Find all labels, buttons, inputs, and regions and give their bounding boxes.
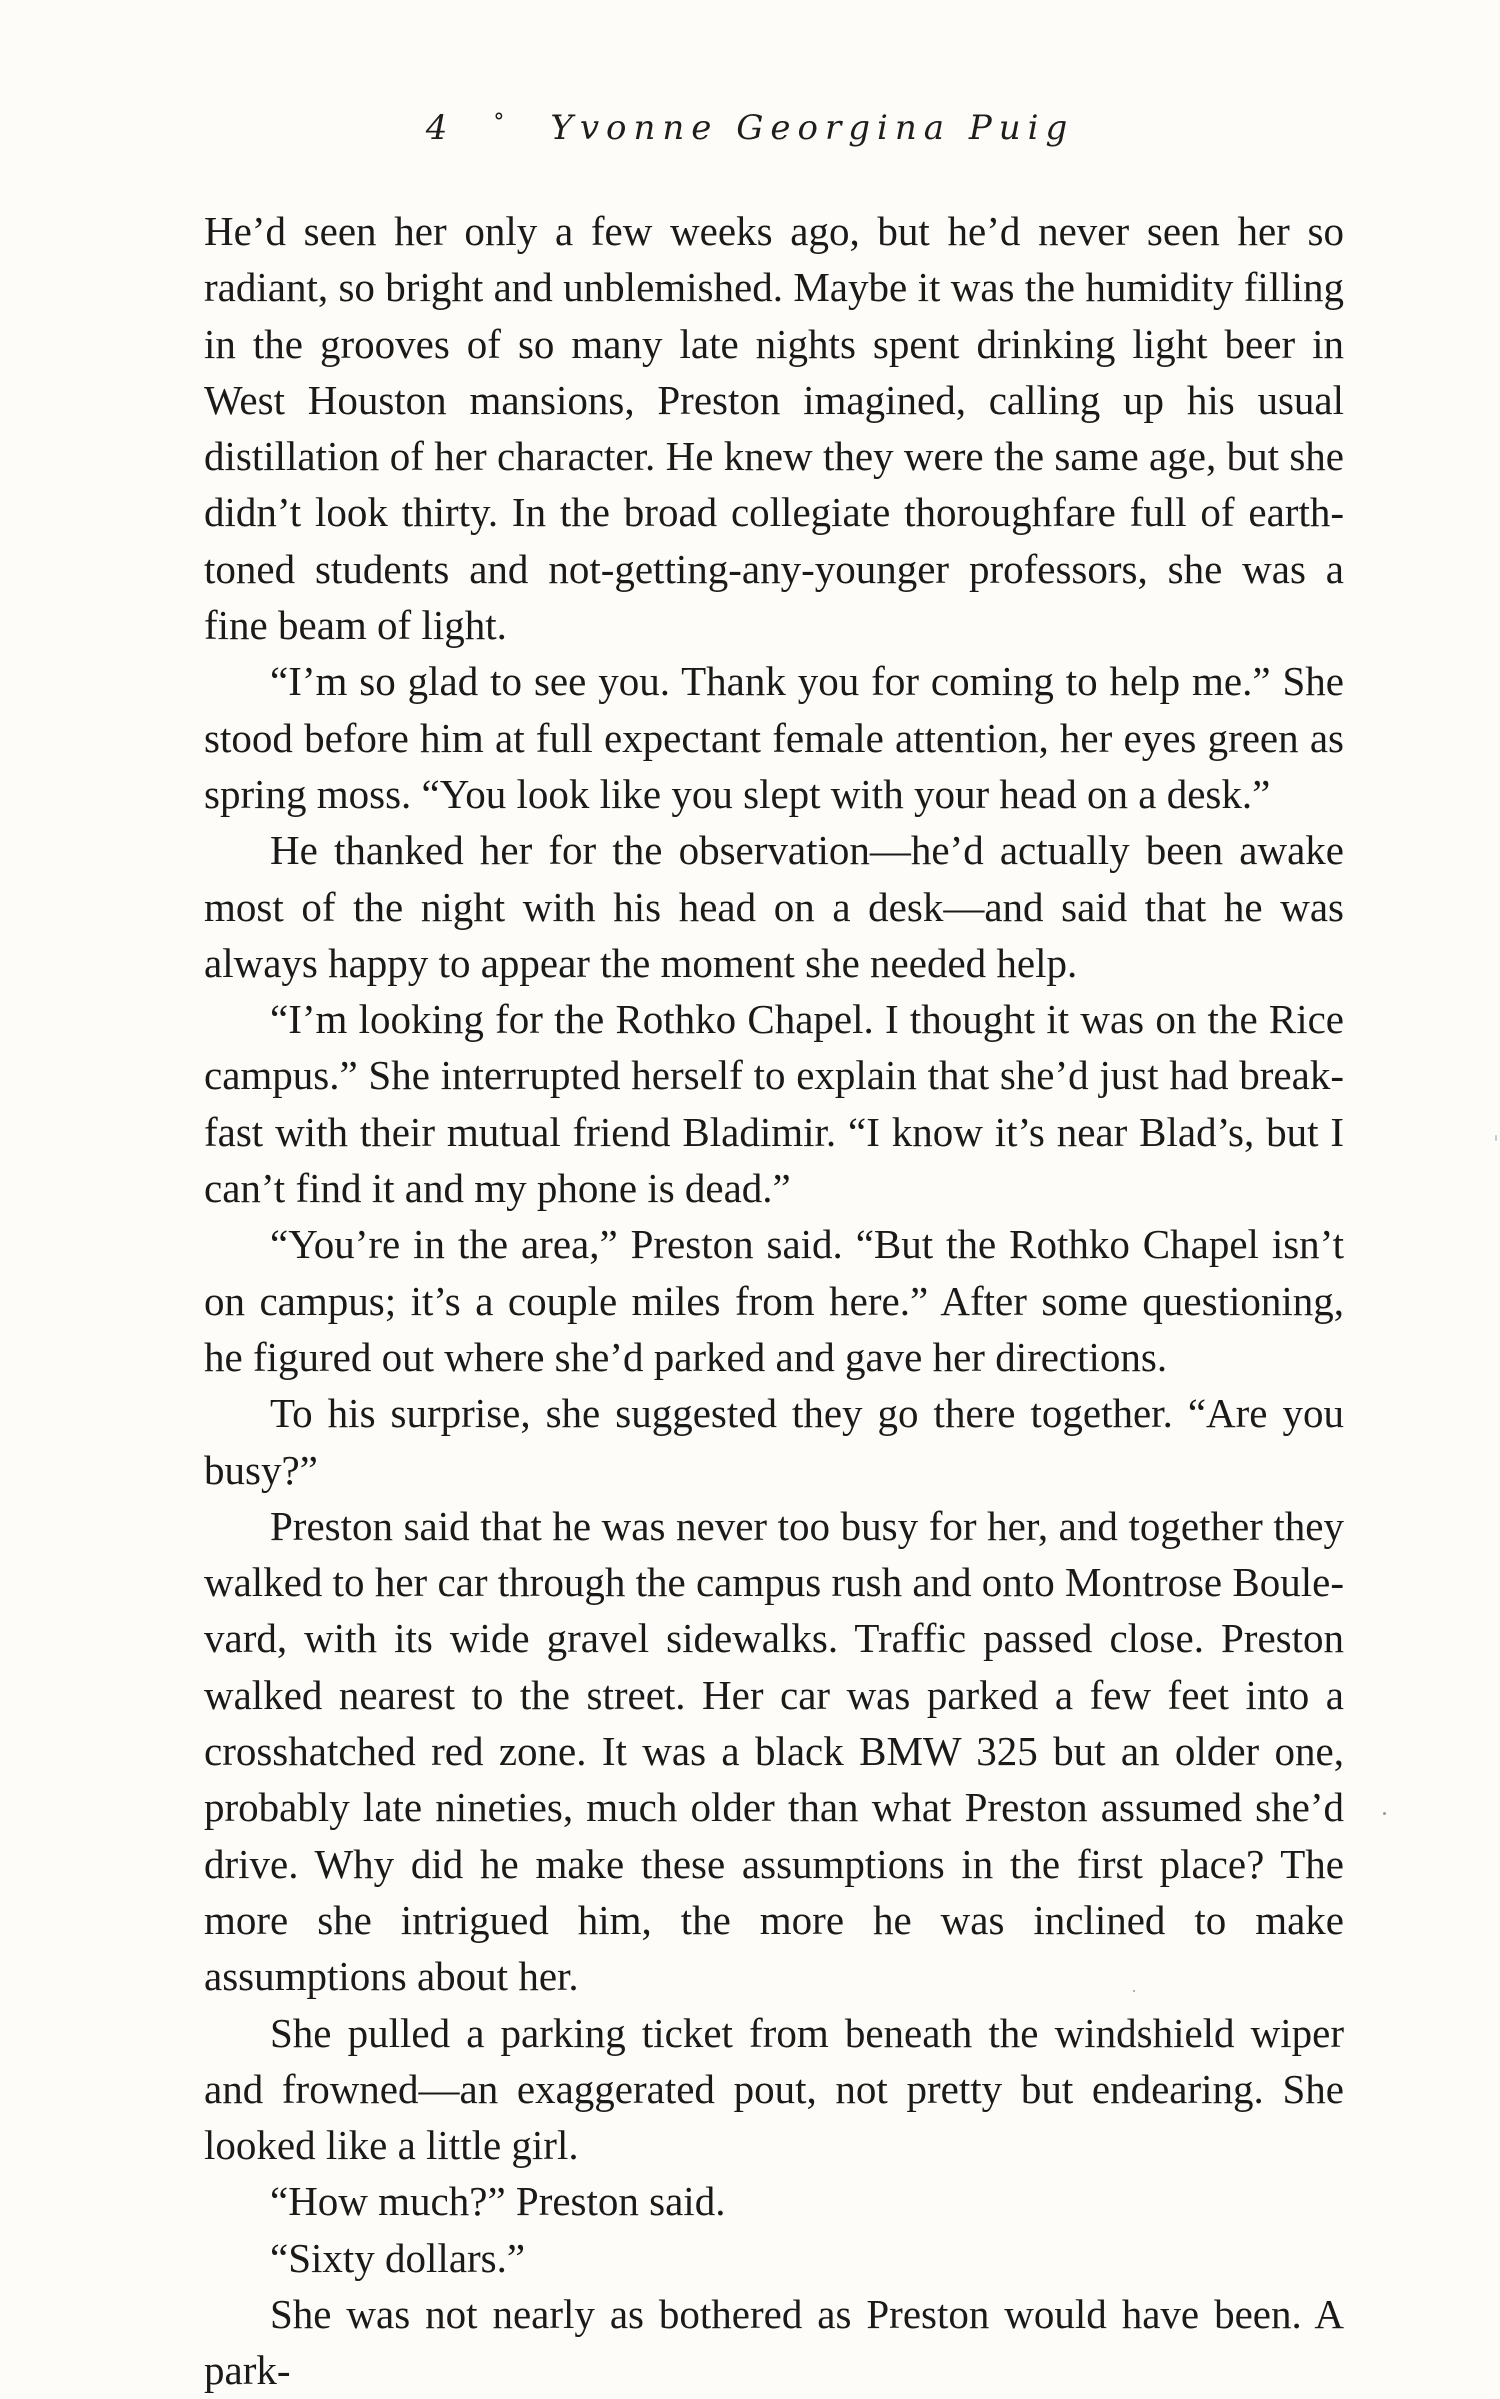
running-head xyxy=(0,108,1500,148)
paragraph: He thanked her for the observation—he’d actually been awake most of the night with his head on a desk—and said that he was always happy to appear the moment she needed help. xyxy=(204,827,1344,986)
page-number: 4 xyxy=(425,108,448,148)
header-separator: ° xyxy=(493,110,505,135)
scan-speck xyxy=(1383,1812,1386,1815)
body-text xyxy=(204,203,1344,2399)
paragraph: “You’re in the area,” Preston said. “But the Rothko Chapel isn’t on campus; it’s a couple miles from here.” After some questioning, he figured out where she’d parked and gave her directions. xyxy=(204,1221,1344,1380)
paragraph: “I’m looking for the Rothko Chapel. I thought it was on the Rice campus.” She interrupted herself to explain that she’d just had breakfast with their mutual friend Bladimir. “I know it’s near Blad’s, but I can’t find it and my phone is dead.” xyxy=(204,996,1344,1212)
paragraph: He’d seen her only a few weeks ago, but he’d never seen her so radiant, so bright and unblemished. Maybe it was the humidity filling in the grooves of so many late nights spent drinking light beer in West Houston mansions, Preston imagined, calling up his usual distillation of her character. He knew they were the same age, but she didn’t look thirty. In the broad collegiate thoroughfare full of earth-toned students and not-getting-any-younger professors, she was a fine beam of light. xyxy=(204,208,1344,649)
paragraph: Preston said that he was never too busy for her, and together they walked to her car through the campus rush and onto Montrose Boulevard, with its wide gravel sidewalks. Traffic passed close. Preston walked nearest to the street. Her car was parked a few feet into a crosshatched red zone. It was a black BMW 325 but an older one, probably late nineties, much older than what Preston assumed she’d drive. Why did he make these assumptions in the first place? The more she intrigued him, the more he was inclined to make assumptions about her. xyxy=(204,1502,1344,2000)
scan-speck xyxy=(1495,1135,1497,1141)
paragraph: To his surprise, she suggested they go there together. “Are you busy?” xyxy=(204,1390,1344,1493)
paragraph: She pulled a parking ticket from beneath the windshield wiper and frowned—an exaggerated pout, not pretty but endearing. She looked like a little girl. xyxy=(204,2009,1344,2169)
scan-speck xyxy=(1133,1990,1135,1992)
paragraph: “I’m so glad to see you. Thank you for coming to help me.” She stood before him at full expectant female attention, her eyes green as spring moss. “You look like you slept with your head on a desk.” xyxy=(204,658,1344,817)
paragraph: She was not nearly as bothered as Preston would have been. A park- xyxy=(204,2290,1344,2394)
paragraph: “How much?” Preston said. xyxy=(270,2178,726,2225)
author-name: Yvonne Georgina Puig xyxy=(550,108,1075,148)
paragraph: “Sixty dollars.” xyxy=(270,2234,526,2281)
